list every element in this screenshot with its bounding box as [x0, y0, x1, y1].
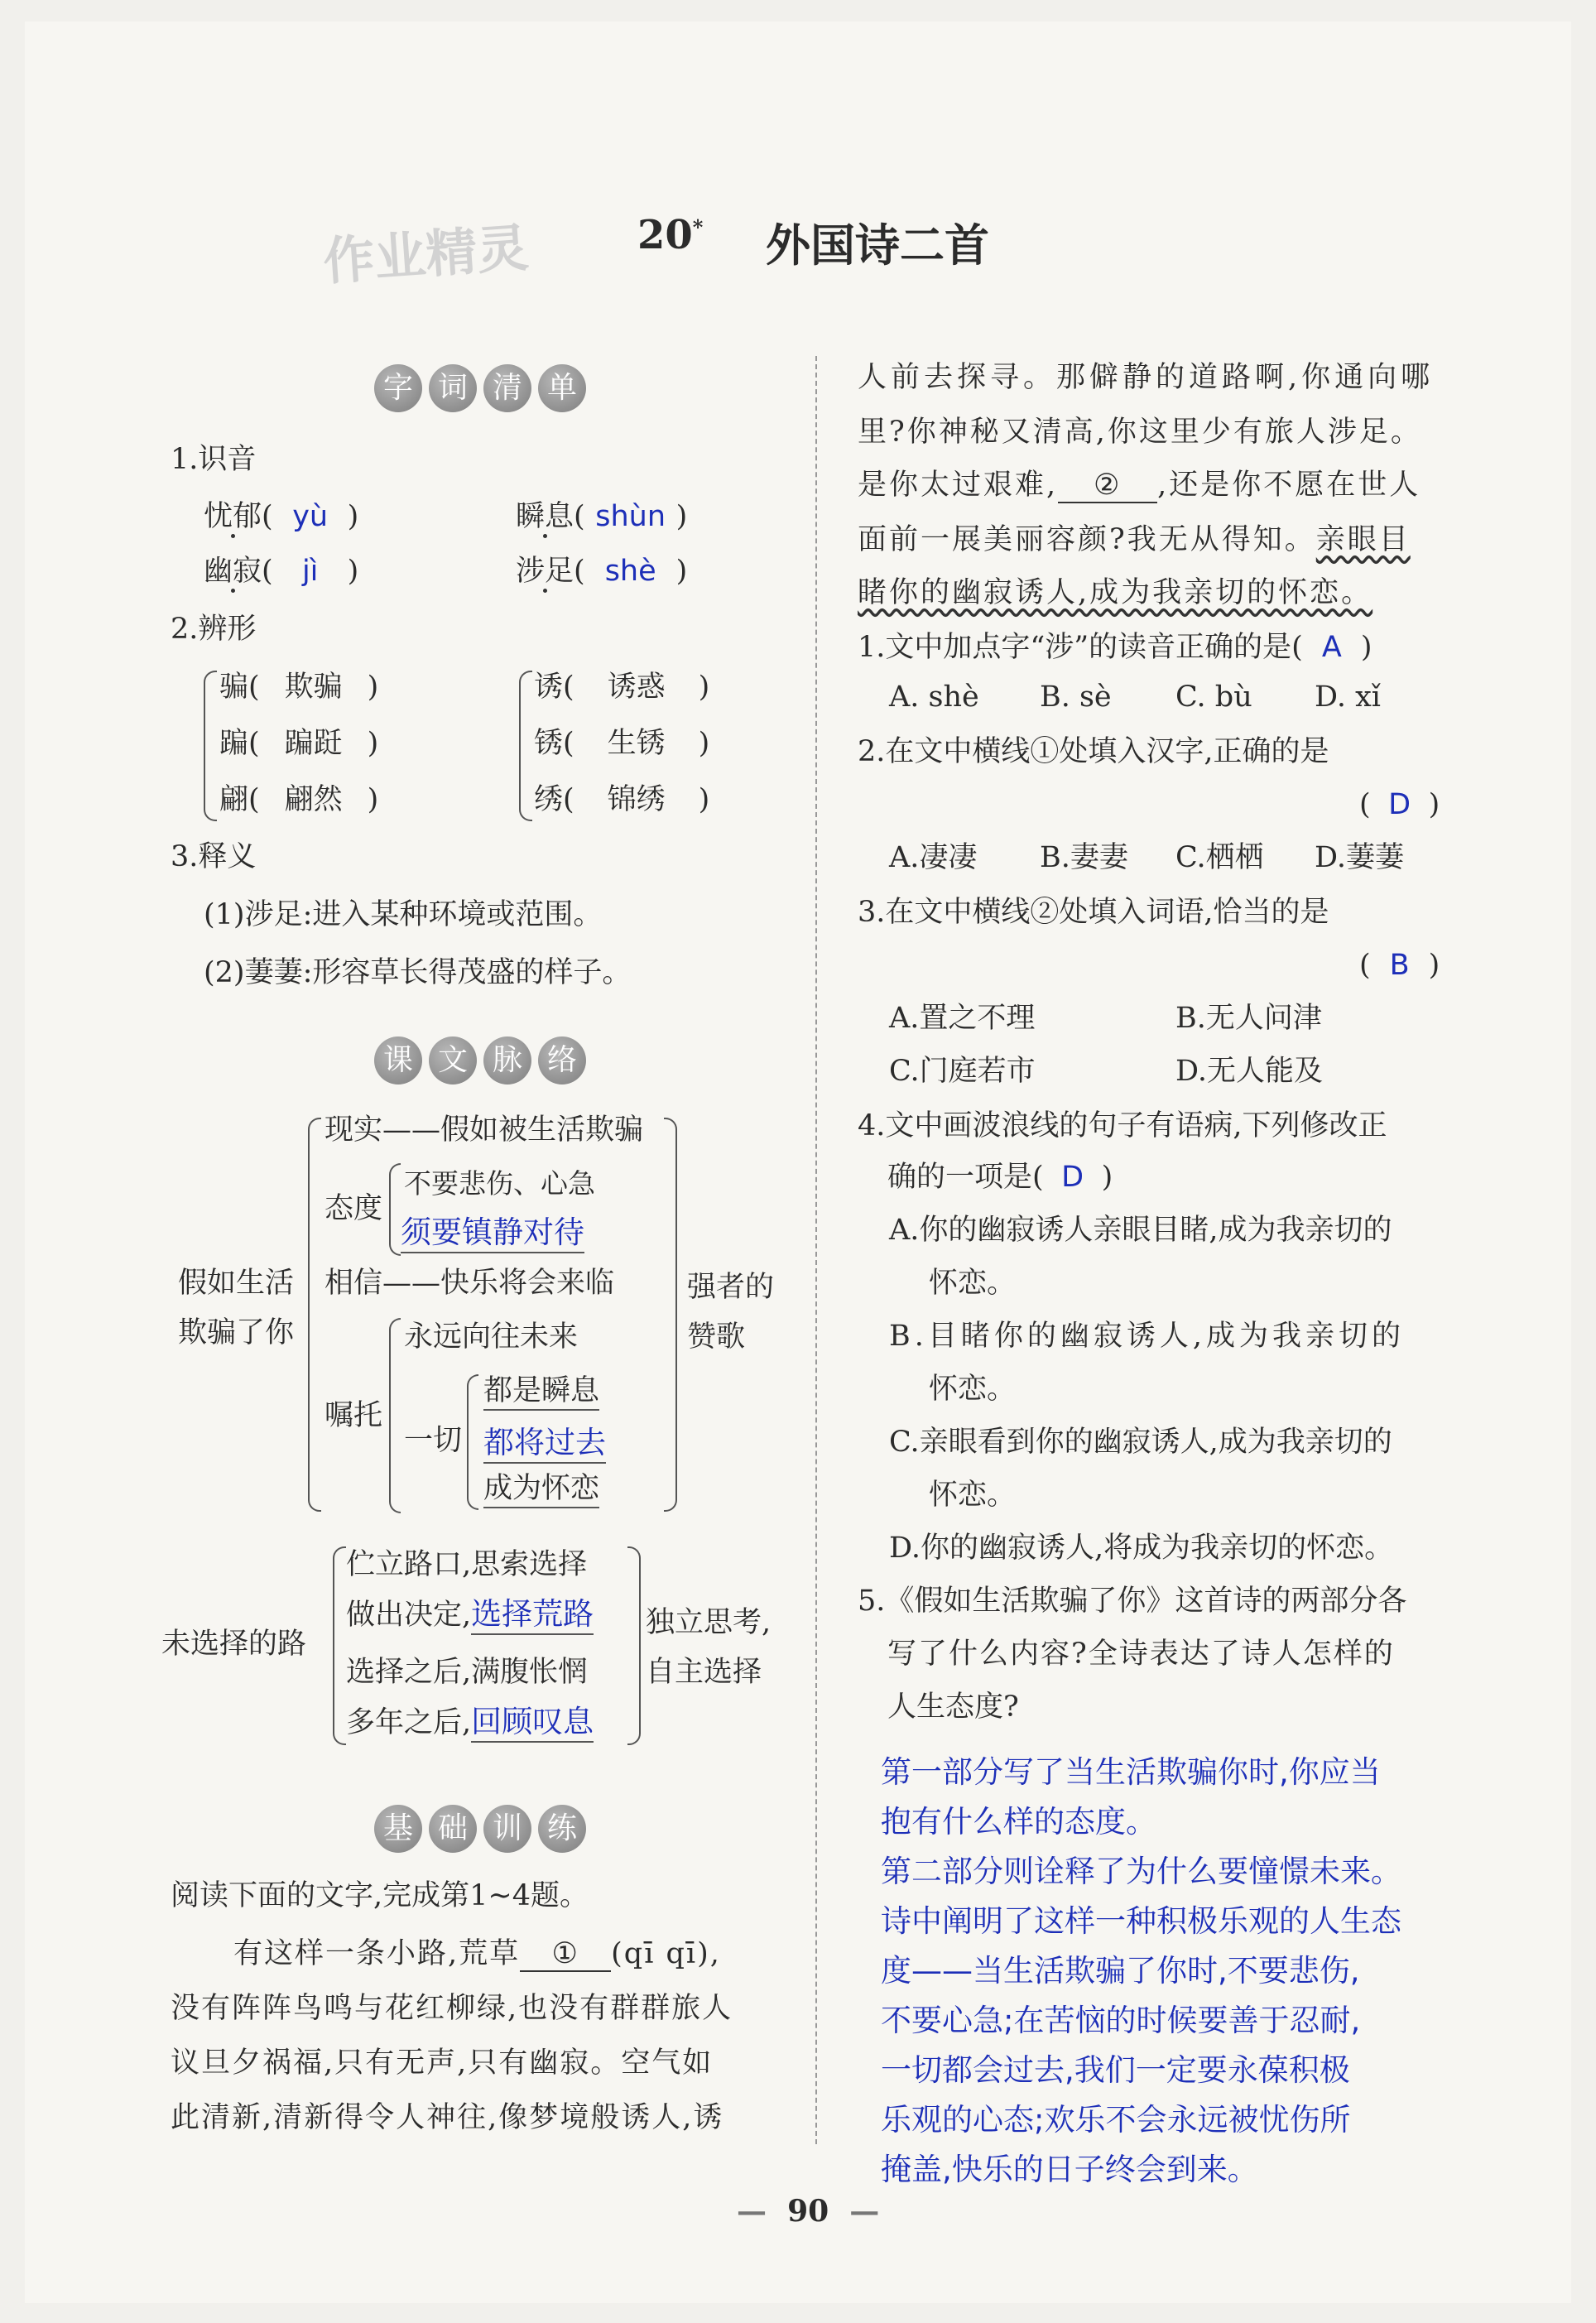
outline-taidu-2: 须要镇静对待	[401, 1207, 584, 1252]
brace	[389, 1163, 401, 1256]
outline-xianshi: 现实——假如被生活欺骗	[324, 1113, 644, 1147]
q2-option: C.栖栖	[1175, 841, 1264, 874]
watermark: 作业精灵	[321, 217, 531, 292]
q3-option: B.无人问津	[1175, 1002, 1322, 1035]
question-5: 5.《假如生活欺骗了你》这首诗的两部分各	[858, 1585, 1407, 1618]
shiyi-item: (2)萋萋:形容草长得茂盛的样子。	[204, 956, 632, 989]
question-1: 1.文中加点字“涉”的读音正确的是( A )	[858, 631, 1372, 664]
brace	[467, 1374, 478, 1510]
q5-answer-line: 一切都会过去,我们一定要永葆积极	[881, 2052, 1350, 2088]
outline2-brace-right	[627, 1546, 641, 1745]
q4-option: A.你的幽寂诱人亲眼目睹,成为我亲切的	[889, 1214, 1392, 1247]
outline-yiqie-3: 成为怀恋	[483, 1472, 599, 1505]
reading-line: 人前去探寻。那僻静的道路啊,你通向哪	[858, 361, 1435, 394]
column-divider	[815, 356, 817, 2144]
outline-zhutuo: 嘱托	[324, 1399, 383, 1432]
reading-line: 有这样一条小路,荒草 ① (qī qī),	[233, 1937, 721, 1970]
q2-option: B.妻妻	[1040, 841, 1128, 874]
bianxing-row: 绣( 锦绣 )	[534, 783, 710, 816]
q2-option: A.凄凄	[889, 841, 978, 874]
question-4: 4.文中画波浪线的句子有语病,下列修改正	[858, 1109, 1387, 1142]
question-5: 人生态度?	[887, 1691, 1019, 1724]
footer-page-number: — 90 —	[737, 2194, 880, 2229]
outline-taidu-1: 不要悲伤、心急	[404, 1167, 595, 1200]
section-heading-ke-wen-mai-luo: 课 文 脉 络	[374, 1036, 586, 1085]
brace	[389, 1318, 401, 1513]
section-heading-ci-qing-dan: 字 词 清 单	[374, 364, 586, 412]
lesson-number: 20*	[637, 212, 704, 258]
q4-option: C.亲眼看到你的幽寂诱人,成为我亲切的	[889, 1426, 1392, 1459]
q5-answer-line: 第一部分写了当生活欺骗你时,你应当	[881, 1754, 1381, 1790]
q5-answer-line: 乐观的心态;欢乐不会永远被忧伤所	[881, 2102, 1351, 2138]
q2-answer: ( D )	[1359, 788, 1440, 821]
outline2-root: 未选择的路	[161, 1628, 307, 1661]
reading-line-wavy: 睹你的幽寂诱人,成为我亲切的怀恋。	[858, 576, 1373, 609]
q4-option: 怀恋。	[929, 1479, 1017, 1512]
q5-answer-line: 掩盖,快乐的日子终会到来。	[881, 2152, 1258, 2187]
question-5: 写了什么内容?全诗表达了诗人怎样的	[887, 1638, 1395, 1671]
outline2-line: 做出决定,选择荒路	[346, 1598, 594, 1632]
bianxing-row: 诱( 诱惑 )	[534, 671, 710, 704]
q2-option: D.萋萋	[1315, 841, 1404, 874]
question-4: 确的一项是( D )	[887, 1161, 1113, 1194]
q4-option: D.你的幽寂诱人,将成为我亲切的怀恋。	[889, 1532, 1394, 1565]
bianxing-row: 蹁( 蹁跹 )	[219, 727, 379, 760]
q1-option: D. xǐ	[1315, 681, 1381, 714]
shiyin-item: 忧郁( yù )	[204, 500, 359, 533]
q5-answer-line: 抱有什么样的态度。	[881, 1804, 1156, 1840]
bianxing-label: 2.辨形	[171, 613, 257, 646]
q4-option: 怀恋。	[929, 1373, 1017, 1406]
reading-line: 没有阵阵鸟鸣与花红柳绿,也没有群群旅人	[171, 1992, 733, 2025]
q3-option: A.置之不理	[889, 1002, 1036, 1035]
outline-zhutuo-1: 永远向往未来	[404, 1320, 579, 1354]
page-title: 外国诗二首	[766, 219, 989, 272]
q3-option: C.门庭若市	[889, 1055, 1036, 1088]
outline2-line: 选择之后,满腹怅惘	[346, 1656, 588, 1689]
reading-line: 面前一展美丽容颜?我无从得知。亲眼目	[858, 523, 1411, 556]
outline-xiangxin: 相信——快乐将会来临	[324, 1267, 615, 1300]
q5-answer-line: 不要心急;在苦恼的时候要善于忍耐,	[881, 2003, 1361, 2038]
outline2-line: 伫立路口,思索选择	[346, 1548, 588, 1581]
q3-answer: ( B )	[1359, 949, 1440, 982]
shiyin-label: 1.识音	[171, 443, 257, 476]
bianxing-row: 翩( 翩然 )	[219, 783, 379, 816]
bianxing-row: 锈( 生锈 )	[534, 727, 710, 760]
outline2-brace	[333, 1546, 346, 1745]
outline-yiqie-1: 都是瞬息	[483, 1374, 599, 1407]
shiyin-item: 瞬息( shùn )	[516, 500, 688, 533]
outline-root: 假如生活	[178, 1267, 295, 1300]
outline-yiqie-2: 都将过去	[483, 1417, 606, 1462]
outline-right: 强者的	[687, 1271, 775, 1304]
shiyin-item: 涉足( shè )	[516, 555, 688, 588]
question-3: 3.在文中横线②处填入词语,恰当的是	[858, 896, 1329, 929]
bianxing-row: 骗( 欺骗 )	[219, 671, 379, 704]
outline-root: 欺骗了你	[178, 1316, 295, 1349]
shiyi-label: 3.释义	[171, 840, 257, 873]
q5-answer-line: 诗中阐明了这样一种积极乐观的人生态	[881, 1903, 1401, 1939]
shiyi-item: (1)涉足:进入某种环境或范围。	[204, 898, 603, 931]
outline-yiqie: 一切	[404, 1424, 463, 1457]
brace	[519, 671, 532, 821]
shiyin-item: 幽寂( jì )	[204, 555, 359, 588]
q1-option: C. bù	[1175, 681, 1252, 714]
q5-answer-line: 度——当生活欺骗了你时,不要悲伤,	[881, 1953, 1360, 1989]
outline2-line: 多年之后,回顾叹息	[346, 1705, 594, 1739]
outline2-right: 自主选择	[646, 1656, 762, 1689]
q3-option: D.无人能及	[1175, 1055, 1323, 1088]
reading-line: 此清新,清新得令人神往,像梦境般诱人,诱	[171, 2101, 724, 2134]
outline-taidu: 态度	[324, 1192, 383, 1225]
q1-option: A. shè	[889, 681, 979, 714]
outline-brace-main	[308, 1118, 321, 1512]
reading-line: 议旦夕祸福,只有无声,只有幽寂。空气如	[171, 2046, 714, 2080]
outline-brace-right	[664, 1118, 677, 1512]
q1-option: B. sè	[1040, 681, 1112, 714]
brace	[204, 671, 217, 821]
q5-answer-line: 第二部分则诠释了为什么要憧憬未来。	[881, 1854, 1401, 1889]
reading-line: 里?你神秘又清高,你这里少有旅人涉足。	[858, 416, 1422, 449]
q4-option: B.目睹你的幽寂诱人,成为我亲切的	[889, 1320, 1405, 1353]
reading-line: 是你太过艰难, ② ,还是你不愿在世人	[858, 469, 1421, 502]
reading-intro: 阅读下面的文字,完成第1~4题。	[171, 1879, 589, 1912]
section-heading-ji-chu-xun-lian: 基 础 训 练	[374, 1805, 586, 1853]
outline2-right: 独立思考,	[646, 1606, 772, 1639]
q4-option: 怀恋。	[929, 1267, 1017, 1300]
outline-right: 赞歌	[687, 1320, 746, 1354]
question-2: 2.在文中横线①处填入汉字,正确的是	[858, 735, 1329, 768]
